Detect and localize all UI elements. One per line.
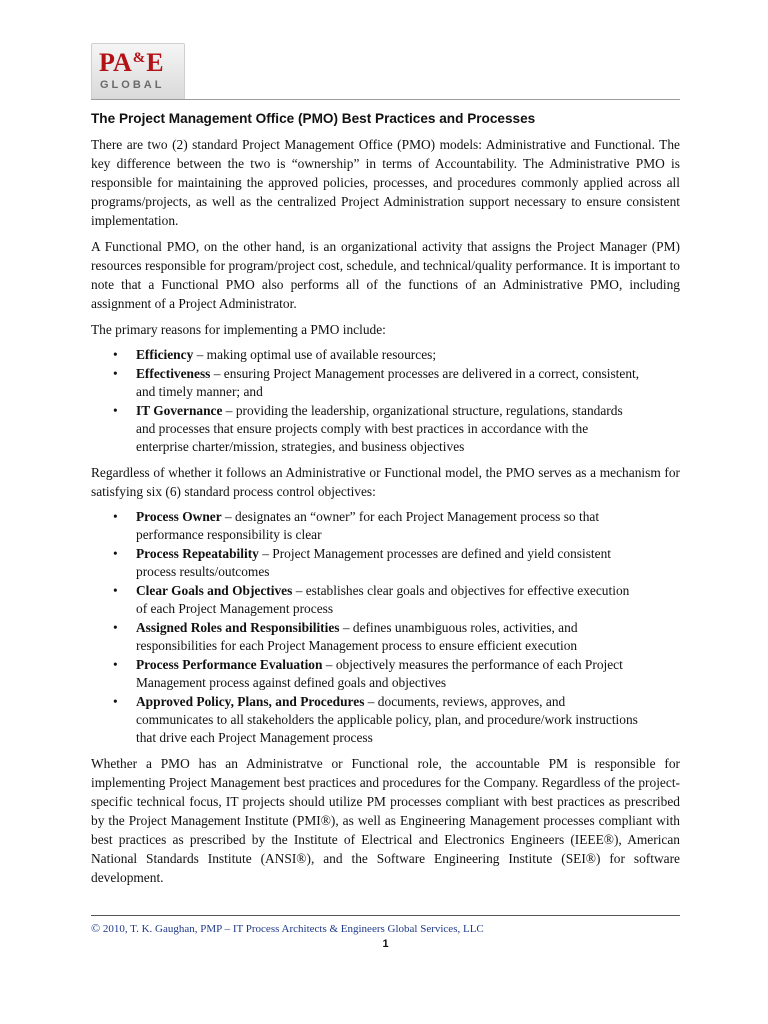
- paragraph-pmo-models: There are two (2) standard Project Management Office (PMO) models: Administrative and Functional. The key difference between the two is “ownership” in terms of Accountability. The Administrative PMO is responsible for maintaining the approved policies, processes, and procedures commonly applied across all programs/projects, as well as the centralized Project Administration support necessary to ensure consistent implementation.: [91, 137, 680, 228]
- company-logo: [91, 43, 185, 100]
- reasons-list: [91, 346, 680, 456]
- paragraph-objectives-intro: Regardless of whether it follows an Administrative or Functional model, the PMO serves as a mechanism for satisfying six (6) standard process control objectives:: [91, 465, 680, 499]
- header-divider: [91, 99, 680, 100]
- footer-copyright: © 2010, T. K. Gaughan, PMP – IT Process Architects & Engineers Global Services, LLC: [91, 921, 484, 935]
- logo-wordmark: PA&E: [99, 48, 164, 77]
- list-item: • Process Repeatability – Project Management processes are defined and yield consistent process results/outcomes: [113, 546, 611, 579]
- list-item: • Effectiveness – ensuring Project Management processes are delivered in a correct, consistent, and timely manner; and: [113, 366, 640, 399]
- bullet-icon: •: [113, 657, 118, 672]
- bullet-icon: •: [113, 347, 118, 362]
- bullet-icon: •: [113, 620, 118, 635]
- bullet-icon: •: [113, 366, 118, 381]
- paragraph-functional-pmo: A Functional PMO, on the other hand, is an organizational activity that assigns the Project Manager (PM) resources responsible for program/project cost, schedule, and technical/quality performance. It is important to note that a Functional PMO also performs all of the functions of an Administrative PMO, including assignment of a Project Administrator.: [91, 239, 680, 311]
- paragraph-conclusion: Whether a PMO has an Administratve or Functional role, the accountable PM is responsible for implementing Project Management best practices and procedures for the Company. Regardless of the project-specific technical focus, IT projects should utilize PM processes compliant with best practices as prescribed by the Project Management Institute (PMI®), as well as Engineering Management processes compliant with best practices as prescribed by the Institute of Electrical and Electronics Engineers (IEEE®), American National Standards Institute (ANSI®), and the Software Engineering Institute (SEI®) for software development.: [91, 756, 680, 885]
- list-item: • Process Owner – designates an “owner” for each Project Management process so that performance responsibility is clear: [113, 509, 600, 542]
- document-body: [91, 135, 680, 894]
- list-item: • Assigned Roles and Responsibilities – defines unambiguous roles, activities, and responsibilities for each Project Management process to ensure efficient execution: [113, 620, 578, 653]
- list-item: • Clear Goals and Objectives – establishes clear goals and objectives for effective execution of each Project Management process: [113, 583, 630, 616]
- bullet-icon: •: [113, 509, 118, 524]
- paragraph-reasons-intro: The primary reasons for implementing a PMO include:: [91, 322, 386, 337]
- bullet-icon: •: [113, 694, 118, 709]
- list-item: • Efficiency – making optimal use of available resources;: [113, 347, 437, 362]
- bullet-icon: •: [113, 403, 118, 418]
- copyright-icon: ©: [91, 921, 101, 935]
- list-item: • Process Performance Evaluation – objectively measures the performance of each Project Management process against defined goals and objectives: [113, 657, 623, 690]
- list-item: • IT Governance – providing the leadership, organizational structure, regulations, standards and processes that ensure projects comply with best practices in accordance with the enterprise charter/mission, strategies, and business objectives: [113, 403, 623, 454]
- objectives-list: [91, 508, 680, 747]
- list-item: • Approved Policy, Plans, and Procedures – documents, reviews, approves, and communicates to all stakeholders the applicable policy, plan, and procedure/work instructions that drive each Project Management process: [113, 694, 638, 745]
- page-number: 1: [382, 938, 389, 950]
- footer-divider: [91, 915, 680, 916]
- document-title: The Project Management Office (PMO) Best Practices and Processes: [91, 111, 536, 126]
- bullet-icon: •: [113, 546, 118, 561]
- logo-subtitle: GLOBAL: [100, 79, 165, 91]
- bullet-icon: •: [113, 583, 118, 598]
